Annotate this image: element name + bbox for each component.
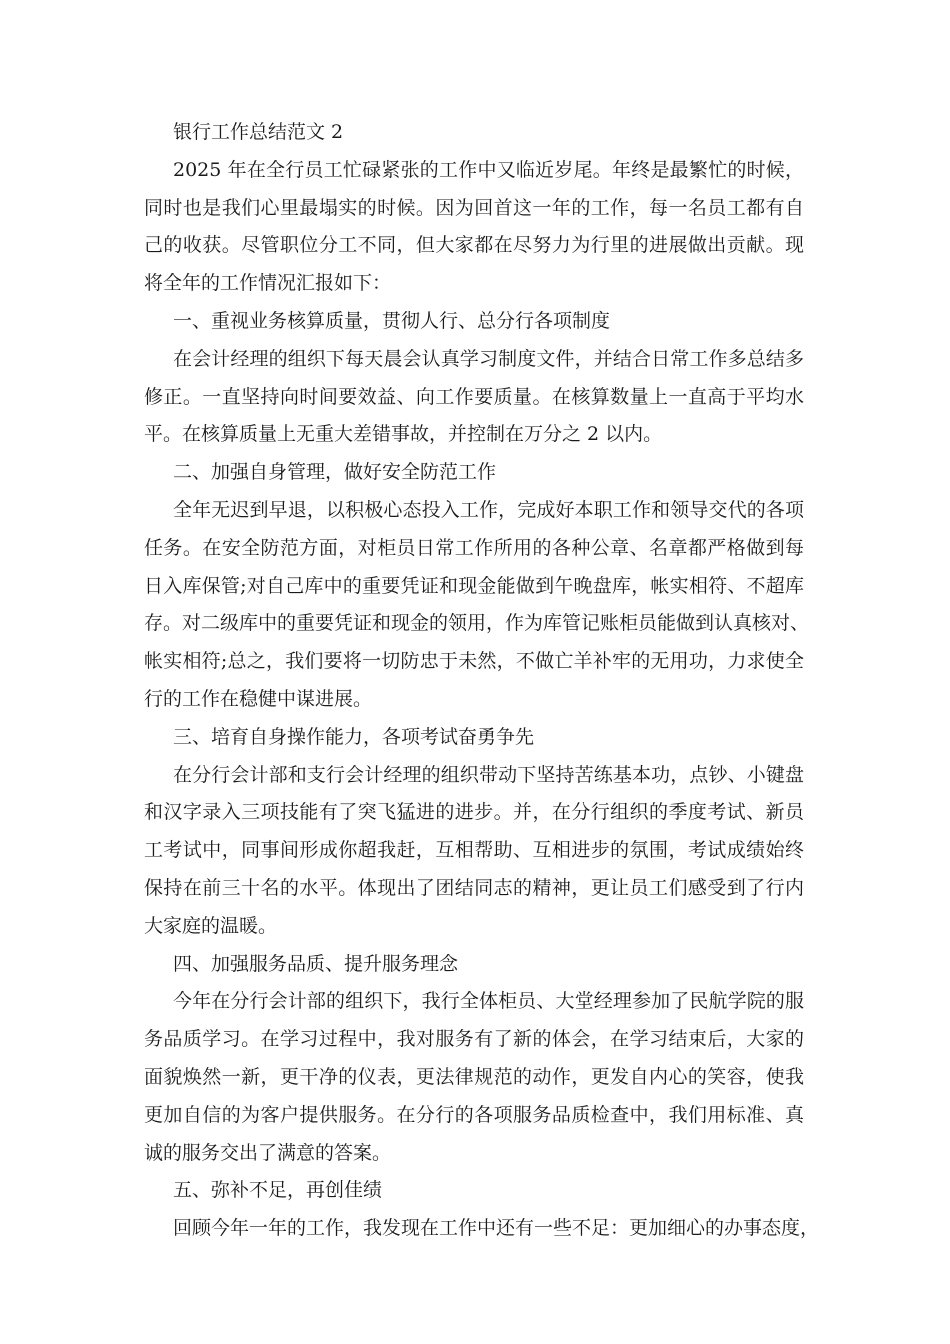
paragraph-line: 行的工作在稳健中谋进展。 — [144, 687, 373, 710]
paragraph-line: 今年在分行会计部的组织下，我行全体柜员、大堂经理参加了民航学院的服 — [173, 990, 804, 1013]
paragraph-line: 面貌焕然一新，更干净的仪表，更法律规范的动作，更发自内心的笑容，使我 — [144, 1065, 804, 1088]
paragraph-line: 全年无迟到早退，以积极心态投入工作，完成好本职工作和领导交代的各项 — [173, 498, 804, 521]
paragraph-line: 保持在前三十名的水平。体现出了团结同志的精神，更让员工们感受到了行内 — [144, 876, 804, 899]
paragraph-line: 日入库保管;对自己库中的重要凭证和现金能做到午晚盘库，帐实相符、不超库 — [144, 574, 804, 597]
paragraph-line: 务品质学习。在学习过程中，我对服务有了新的体会，在学习结束后，大家的 — [144, 1028, 804, 1051]
paragraph-line: 大家庭的温暖。 — [144, 914, 278, 937]
paragraph-line: 诚的服务交出了满意的答案。 — [144, 1141, 392, 1164]
section-heading: 二、加强自身管理，做好安全防范工作 — [173, 461, 497, 484]
paragraph-line: 修正。一直坚持向时间要效益、向工作要质量。在核算数量上一直高于平均水 — [144, 385, 804, 408]
document-body — [144, 114, 820, 1248]
paragraph-line: 同时也是我们心里最塌实的时候。因为回首这一年的工作，每一名员工都有自 — [144, 196, 804, 219]
paragraph-line: 己的收获。尽管职位分工不同，但大家都在尽努力为行里的进展做出贡献。现 — [144, 234, 804, 257]
paragraph-line: 更加自信的为客户提供服务。在分行的各项服务品质检查中，我们用标准、真 — [144, 1103, 804, 1126]
paragraph-line: 将全年的工作情况汇报如下： — [144, 272, 392, 295]
paragraph-line: 帐实相符;总之，我们要将一切防忠于未然，不做亡羊补牢的无用功，力求使全 — [144, 650, 804, 673]
paragraph-line: 任务。在安全防范方面，对柜员日常工作所用的各种公章、名章都严格做到每 — [144, 536, 804, 559]
paragraph-line: 存。对二级库中的重要凭证和现金的领用，作为库管记账柜员能做到认真核对、 — [144, 612, 810, 635]
paragraph-line: 和汉字录入三项技能有了突飞猛进的进步。并，在分行组织的季度考试、新员 — [144, 801, 804, 824]
paragraph-line: 2025 年在全行员工忙碌紧张的工作中又临近岁尾。年终是最繁忙的时候， — [173, 158, 804, 181]
document-title: 银行工作总结范文 2 — [173, 121, 344, 143]
section-heading: 五、弥补不足，再创佳绩 — [173, 1179, 383, 1202]
section-heading: 一、重视业务核算质量，贯彻人行、总分行各项制度 — [173, 309, 611, 332]
section-heading: 三、培育自身操作能力，各项考试奋勇争先 — [173, 725, 535, 748]
section-heading: 四、加强服务品质、提升服务理念 — [173, 952, 459, 975]
paragraph-line: 回顾今年一年的工作，我发现在工作中还有一些不足：更加细心的办事态度， — [173, 1217, 820, 1240]
paragraph-line: 在会计经理的组织下每天晨会认真学习制度文件，并结合日常工作多总结多 — [173, 347, 804, 370]
paragraph-line: 平。在核算质量上无重大差错事故，并控制在万分之 2 以内。 — [144, 423, 663, 446]
paragraph-line: 工考试中，同事间形成你超我赶，互相帮助、互相进步的氛围，考试成绩始终 — [144, 839, 804, 862]
paragraph-line: 在分行会计部和支行会计经理的组织带动下坚持苦练基本功，点钞、小键盘 — [173, 763, 804, 786]
